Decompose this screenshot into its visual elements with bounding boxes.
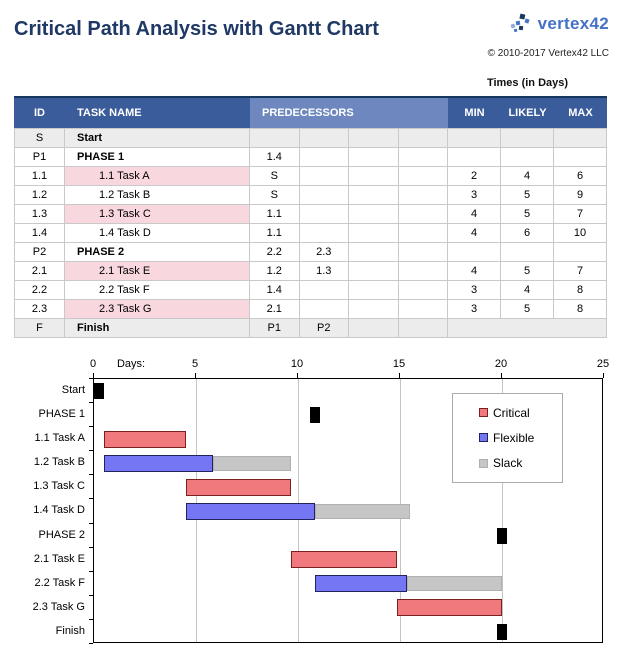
gantt-row-label: PHASE 2 [38, 529, 85, 541]
min-cell[interactable] [448, 129, 501, 148]
vertex42-logo-icon [508, 13, 534, 35]
task-name-cell[interactable]: 1.3 Task C [65, 205, 250, 224]
task-name-cell[interactable]: 2.2 Task F [65, 281, 250, 300]
max-cell[interactable]: 8 [554, 300, 607, 319]
axis-tick [399, 373, 400, 378]
axis-tick [89, 595, 93, 596]
likely-cell[interactable] [501, 148, 554, 167]
table-row [14, 319, 607, 338]
gantt-row-label: Start [61, 384, 85, 396]
gantt-row-label: Finish [55, 625, 85, 637]
likely-cell[interactable] [501, 129, 554, 148]
max-cell[interactable]: 7 [554, 205, 607, 224]
legend-label: Slack [493, 456, 523, 471]
min-cell[interactable]: 4 [448, 262, 501, 281]
predecessor-cell[interactable]: 1.1 [250, 205, 300, 224]
vertex42-logo[interactable] [508, 13, 609, 35]
axis-tick [89, 378, 93, 379]
predecessor-cell[interactable] [300, 224, 350, 243]
likely-cell[interactable]: 5 [501, 262, 554, 281]
legend-item-critical[interactable] [479, 406, 562, 420]
table-row [14, 281, 607, 300]
x-axis-tick-label: 20 [494, 358, 508, 370]
predecessor-cell[interactable] [300, 300, 350, 319]
likely-cell[interactable]: 5 [501, 186, 554, 205]
predecessor-cell[interactable] [349, 281, 399, 300]
gantt-bar-critical[interactable] [397, 599, 503, 616]
chart-legend[interactable] [452, 393, 563, 483]
min-cell[interactable]: 4 [448, 205, 501, 224]
vertex42-logo-text: vertex42 [537, 14, 609, 33]
column-header-task-name[interactable]: TASK NAME [65, 98, 250, 128]
gantt-slack-bar[interactable] [213, 456, 291, 471]
legend-marker-flexible-icon [479, 433, 488, 442]
x-axis-tick-label: 15 [392, 358, 406, 370]
likely-cell[interactable]: 5 [501, 205, 554, 224]
min-cell[interactable]: 3 [448, 300, 501, 319]
likely-cell[interactable]: 5 [501, 300, 554, 319]
task-name-cell[interactable]: 1.1 Task A [65, 167, 250, 186]
min-cell[interactable]: 2 [448, 167, 501, 186]
predecessor-cell[interactable] [300, 281, 350, 300]
likely-cell[interactable]: 6 [501, 224, 554, 243]
predecessor-cell[interactable] [399, 205, 449, 224]
max-cell[interactable]: 9 [554, 186, 607, 205]
x-axis-tick-label: 25 [596, 358, 610, 370]
predecessor-cell[interactable] [349, 129, 399, 148]
predecessor-cell[interactable] [349, 167, 399, 186]
times-in-days-label: Times (in Days) [486, 77, 569, 89]
task-id-cell[interactable]: 2.3 [14, 300, 65, 319]
table-header-row [14, 96, 607, 128]
predecessor-cell[interactable]: 1.2 [250, 262, 300, 281]
task-name-cell[interactable]: 2.3 Task G [65, 300, 250, 319]
predecessor-cell[interactable]: S [250, 186, 300, 205]
task-name-cell[interactable]: 2.1 Task E [65, 262, 250, 281]
legend-label: Flexible [493, 430, 535, 445]
gantt-row-label: 2.3 Task G [32, 601, 85, 613]
predecessor-cell[interactable]: S [250, 167, 300, 186]
predecessor-cell[interactable] [399, 129, 449, 148]
table-row [14, 262, 607, 281]
predecessor-cell[interactable] [300, 205, 350, 224]
predecessor-cell[interactable] [250, 129, 300, 148]
max-cell[interactable] [554, 148, 607, 167]
task-name-cell[interactable]: 1.4 Task D [65, 224, 250, 243]
gantt-bar-critical[interactable] [104, 431, 186, 448]
axis-tick [603, 373, 604, 378]
column-header-min[interactable]: MIN [448, 98, 501, 128]
task-name-cell[interactable]: 1.2 Task B [65, 186, 250, 205]
task-id-cell[interactable]: 1.1 [14, 167, 65, 186]
column-header-predecessors[interactable]: PREDECESSORS [250, 98, 448, 128]
likely-cell[interactable]: 4 [501, 167, 554, 186]
gantt-milestone[interactable] [94, 383, 104, 399]
gantt-slack-bar[interactable] [407, 576, 502, 591]
min-cell[interactable]: 3 [448, 281, 501, 300]
max-cell[interactable]: 6 [554, 167, 607, 186]
predecessor-cell[interactable] [399, 300, 449, 319]
predecessor-cell[interactable]: 2.3 [300, 243, 350, 262]
predecessor-cell[interactable]: 1.4 [250, 148, 300, 167]
task-id-cell[interactable]: P2 [14, 243, 65, 262]
axis-tick [89, 547, 93, 548]
axis-tick [297, 373, 298, 378]
predecessor-cell[interactable] [349, 319, 399, 338]
task-id-cell[interactable]: 2.1 [14, 262, 65, 281]
predecessor-cell[interactable] [399, 186, 449, 205]
gantt-bar-flexible[interactable] [104, 455, 213, 472]
legend-label: Critical [493, 405, 530, 420]
table-row [14, 205, 607, 224]
gantt-row-label: 1.4 Task D [33, 504, 85, 516]
predecessor-cell[interactable] [349, 243, 399, 262]
task-name-cell[interactable]: PHASE 1 [65, 148, 250, 167]
max-cell[interactable]: 7 [554, 262, 607, 281]
table-row [14, 300, 607, 319]
predecessor-cell[interactable] [399, 224, 449, 243]
gantt-chart [0, 356, 625, 663]
gantt-milestone[interactable] [497, 528, 507, 544]
times-merged-cell[interactable] [448, 319, 607, 338]
gantt-bar-flexible[interactable] [315, 575, 407, 592]
legend-item-slack[interactable] [479, 456, 562, 470]
axis-tick [89, 523, 93, 524]
predecessor-cell[interactable] [399, 319, 449, 338]
axis-tick [89, 619, 93, 620]
gantt-row-label: 1.2 Task B [33, 456, 85, 468]
predecessor-cell[interactable] [300, 148, 350, 167]
max-cell[interactable]: 8 [554, 281, 607, 300]
axis-tick [89, 498, 93, 499]
predecessor-cell[interactable] [349, 262, 399, 281]
x-axis-tick-label: 10 [290, 358, 304, 370]
task-id-cell[interactable]: 2.2 [14, 281, 65, 300]
max-cell[interactable] [554, 129, 607, 148]
max-cell[interactable] [554, 243, 607, 262]
likely-cell[interactable]: 4 [501, 281, 554, 300]
predecessor-cell[interactable] [399, 148, 449, 167]
gantt-row-label: 2.2 Task F [34, 577, 85, 589]
predecessor-cell[interactable]: 1.4 [250, 281, 300, 300]
gantt-row-label: 1.1 Task A [34, 432, 85, 444]
gantt-row-label: 2.1 Task E [33, 553, 85, 565]
min-cell[interactable]: 3 [448, 186, 501, 205]
axis-tick [195, 373, 196, 378]
task-id-cell[interactable]: S [14, 129, 65, 148]
task-table-body [14, 128, 607, 338]
table-row [14, 167, 607, 186]
predecessor-cell[interactable]: 2.1 [250, 300, 300, 319]
task-name-cell[interactable]: Start [65, 129, 250, 148]
gantt-bar-flexible[interactable] [186, 503, 315, 520]
gantt-bar-critical[interactable] [186, 479, 292, 496]
min-cell[interactable] [448, 243, 501, 262]
table-row [14, 129, 607, 148]
column-header-max[interactable]: MAX [554, 98, 607, 128]
gantt-bar-critical[interactable] [291, 551, 396, 568]
gantt-slack-bar[interactable] [315, 504, 410, 519]
copyright-text: © 2010-2017 Vertex42 LLC [487, 48, 609, 59]
predecessor-cell[interactable]: 1.3 [300, 262, 350, 281]
x-axis-tick-label: 5 [191, 358, 199, 370]
task-id-cell[interactable]: 1.2 [14, 186, 65, 205]
x-axis-title: Days: [116, 358, 146, 370]
task-name-cell[interactable]: Finish [65, 319, 250, 338]
gantt-row-label: 1.3 Task C [33, 480, 85, 492]
predecessor-cell[interactable] [349, 224, 399, 243]
predecessor-cell[interactable] [300, 167, 350, 186]
predecessor-cell[interactable]: 1.1 [250, 224, 300, 243]
max-cell[interactable]: 10 [554, 224, 607, 243]
x-axis-tick-label: 0 [89, 358, 97, 370]
task-name-cell[interactable]: PHASE 2 [65, 243, 250, 262]
axis-tick [89, 402, 93, 403]
predecessor-cell[interactable] [349, 205, 399, 224]
predecessor-cell[interactable] [349, 148, 399, 167]
axis-tick [93, 373, 94, 378]
axis-tick [89, 643, 93, 644]
table-row [14, 243, 607, 262]
min-cell[interactable] [448, 148, 501, 167]
predecessor-cell[interactable] [300, 129, 350, 148]
task-id-cell[interactable]: 1.4 [14, 224, 65, 243]
axis-tick [89, 426, 93, 427]
table-row [14, 186, 607, 205]
table-row [14, 148, 607, 167]
predecessor-cell[interactable] [399, 167, 449, 186]
axis-tick [501, 373, 502, 378]
column-header-id[interactable]: ID [14, 98, 65, 128]
table-row [14, 224, 607, 243]
predecessor-cell[interactable] [349, 300, 399, 319]
predecessor-cell[interactable] [399, 243, 449, 262]
likely-cell[interactable] [501, 243, 554, 262]
legend-item-flexible[interactable] [479, 431, 562, 445]
column-header-likely[interactable]: LIKELY [501, 98, 554, 128]
task-id-cell[interactable]: 1.3 [14, 205, 65, 224]
task-id-cell[interactable]: F [14, 319, 65, 338]
legend-marker-critical-icon [479, 408, 488, 417]
predecessor-cell[interactable] [399, 281, 449, 300]
axis-tick [89, 571, 93, 572]
legend-marker-slack-icon [479, 459, 488, 468]
predecessor-cell[interactable] [399, 262, 449, 281]
axis-tick [89, 450, 93, 451]
gantt-milestone[interactable] [497, 624, 507, 640]
page-title: Critical Path Analysis with Gantt Chart [14, 18, 379, 40]
task-id-cell[interactable]: P1 [14, 148, 65, 167]
axis-tick [89, 474, 93, 475]
predecessor-cell[interactable] [349, 186, 399, 205]
predecessor-cell[interactable]: 2.2 [250, 243, 300, 262]
task-table [14, 96, 607, 338]
min-cell[interactable]: 4 [448, 224, 501, 243]
predecessor-cell[interactable] [300, 186, 350, 205]
predecessor-cell[interactable]: P1 [250, 319, 300, 338]
gantt-row-label: PHASE 1 [38, 408, 85, 420]
predecessor-cell[interactable]: P2 [300, 319, 350, 338]
gantt-milestone[interactable] [310, 407, 320, 423]
